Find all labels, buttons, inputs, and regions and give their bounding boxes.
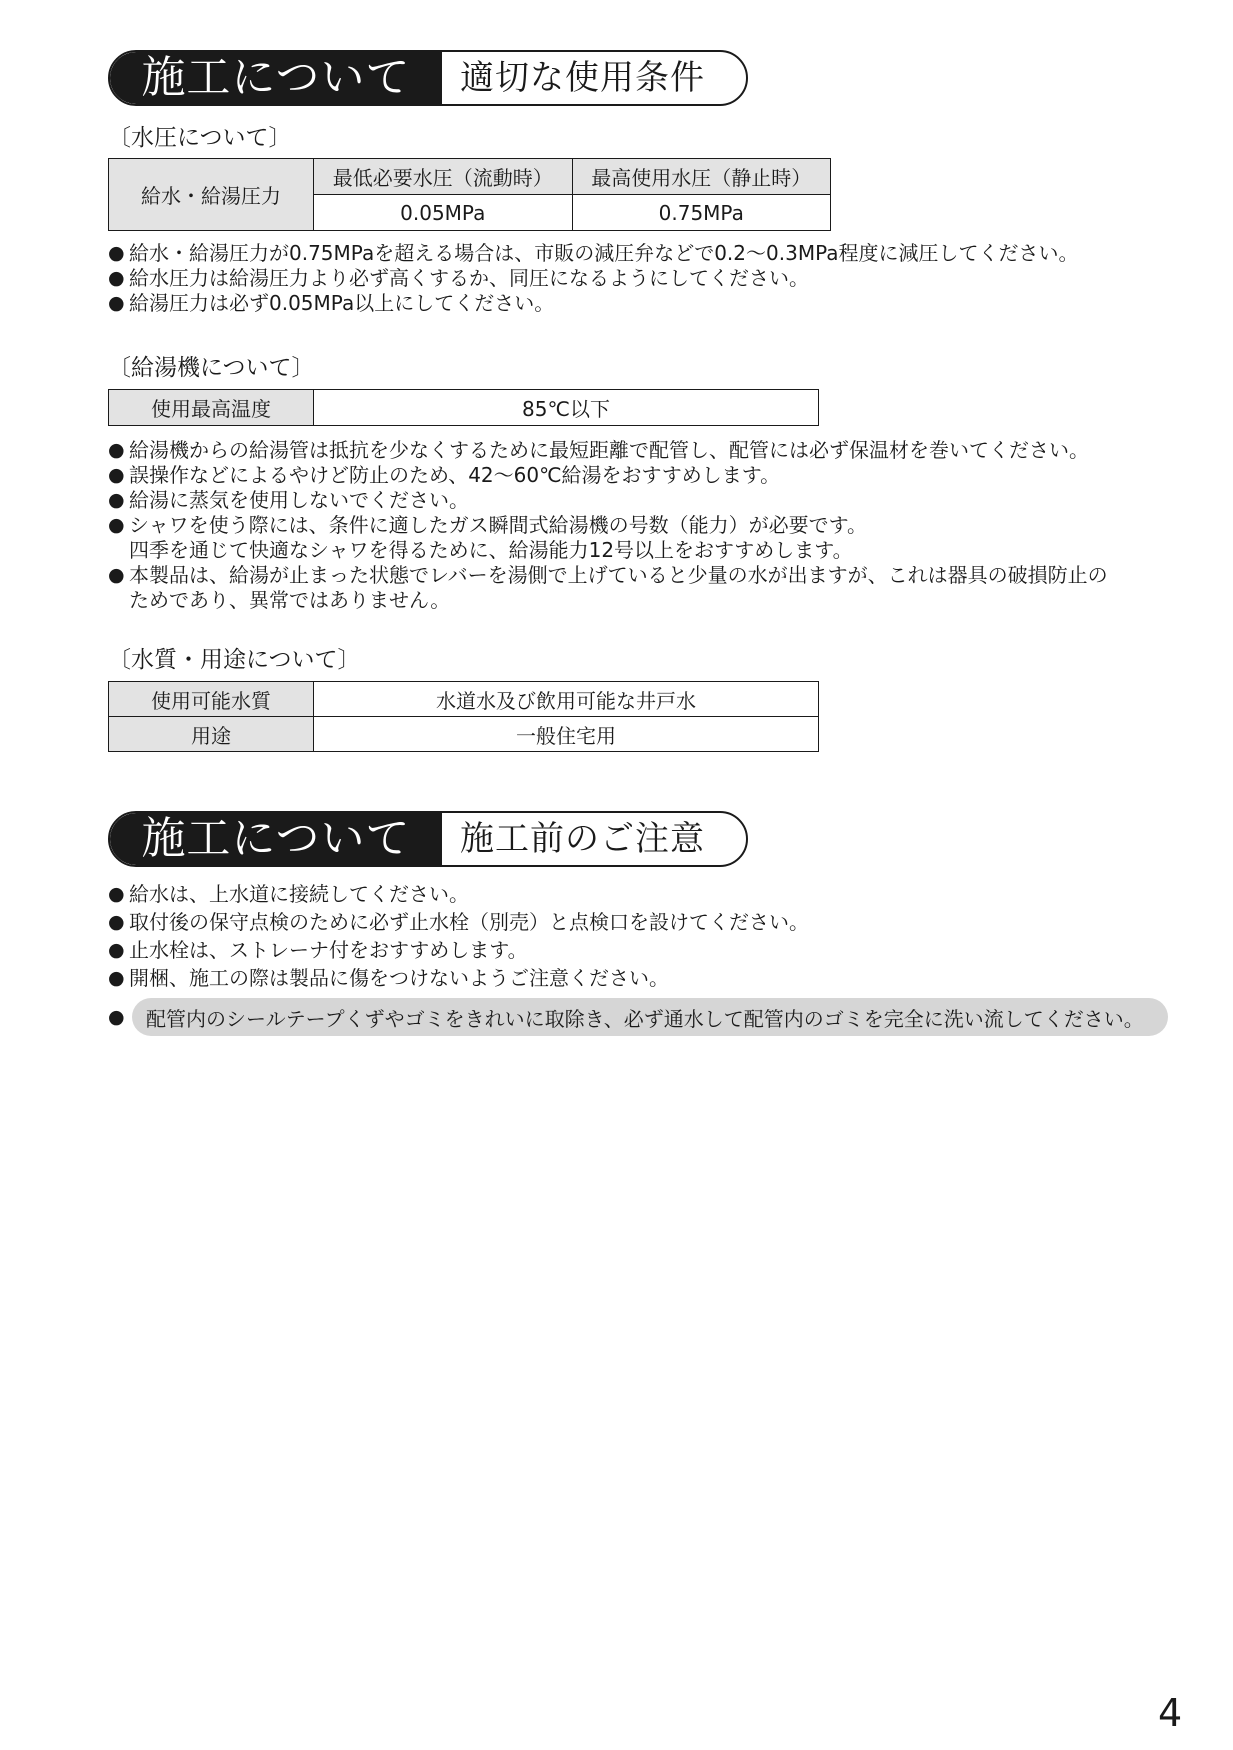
water-quality-table [108, 681, 819, 752]
min-pressure-value: 0.05MPa [314, 195, 573, 231]
list-item: ● 給湯圧力は必ず0.05MPa以上にしてください。 [108, 291, 555, 315]
pressure-row-header: 給水・給湯圧力 [109, 159, 314, 231]
section-header-pre-install-notes [108, 811, 748, 867]
max-temp-value: 85℃以下 [314, 390, 819, 426]
section-header-sub: 施工前のご注意 [460, 819, 705, 859]
water-pressure-table [108, 158, 831, 231]
bullet-icon: ● [108, 883, 125, 905]
water-heater-table [108, 389, 819, 426]
section-header-main: 施工について [110, 813, 442, 865]
bullet-icon: ● [108, 242, 125, 264]
list-item: ● シャワを使う際には、条件に適したガス瞬間式給湯機の号数（能力）が必要です。 四季を通じて快適なシャワを得るために、給湯能力12号以上をおすすめします。 [108, 513, 867, 562]
bullet-icon: ● [108, 464, 125, 486]
list-item: ● 給湯機からの給湯管は抵抗を少なくするために最短距離で配管し、配管には必ず保温材を巻いてください。 [108, 438, 1089, 462]
list-item: ● 取付後の保守点検のために必ず止水栓（別売）と点検口を設けてください。 [108, 910, 809, 934]
water-pressure-notes [108, 241, 1079, 316]
water-heater-notes [108, 438, 1108, 613]
highlight-bar: 配管内のシールテープくずやゴミをきれいに取除き、必ず通水して配管内のゴミを完全に洗い流してください。 [132, 998, 1168, 1036]
section-header-sub: 適切な使用条件 [460, 58, 705, 98]
water-pressure-label: 〔水圧について〕 [108, 125, 292, 151]
section-header-usage-conditions [108, 50, 748, 106]
list-item: ● 止水栓は、ストレーナ付をおすすめします。 [108, 938, 528, 962]
bullet-icon: ● [108, 439, 125, 461]
water-quality-header: 使用可能水質 [109, 682, 314, 717]
list-item: ● 誤操作などによるやけど防止のため、42〜60℃給湯をおすすめします。 [108, 463, 781, 487]
page-number: 4 [1158, 1691, 1183, 1735]
usage-value: 一般住宅用 [314, 717, 819, 752]
bullet-icon: ● [108, 564, 125, 586]
pre-install-notes [108, 880, 809, 992]
bullet-icon: ● [108, 267, 125, 289]
section-header-main: 施工について [110, 52, 442, 104]
list-item: ● 開梱、施工の際は製品に傷をつけないようご注意ください。 [108, 966, 669, 990]
bullet-icon: ● [108, 967, 125, 989]
list-item: ● 給水・給湯圧力が0.75MPaを超える場合は、市販の減圧弁などで0.2〜0.3MPa程度に減圧してください。 [108, 241, 1079, 265]
max-temp-header: 使用最高温度 [109, 390, 314, 426]
bullet-icon: ● [108, 911, 125, 933]
bullet-icon: ● [108, 489, 125, 511]
water-quality-label: 〔水質・用途について〕 [108, 647, 361, 673]
water-quality-value: 水道水及び飲用可能な井戸水 [314, 682, 819, 717]
highlighted-note [108, 998, 1168, 1036]
bullet-icon: ● [108, 514, 125, 536]
max-pressure-value: 0.75MPa [572, 195, 831, 231]
bullet-icon: ● [108, 1006, 125, 1028]
list-item: ● 給湯に蒸気を使用しないでください。 [108, 488, 469, 512]
list-item: ● 給水圧力は給湯圧力より必ず高くするか、同圧になるようにしてください。 [108, 266, 809, 290]
bullet-icon: ● [108, 939, 125, 961]
list-item: ● 本製品は、給湯が止まった状態でレバーを湯側で上げていると少量の水が出ますが、これは器具の破損防止の ためであり、異常ではありません。 [108, 563, 1108, 612]
usage-header: 用途 [109, 717, 314, 752]
bullet-icon: ● [108, 292, 125, 314]
list-item: ● 給水は、上水道に接続してください。 [108, 882, 469, 906]
min-pressure-header: 最低必要水圧（流動時） [314, 159, 573, 195]
max-pressure-header: 最高使用水圧（静止時） [572, 159, 831, 195]
water-heater-label: 〔給湯機について〕 [108, 355, 315, 381]
